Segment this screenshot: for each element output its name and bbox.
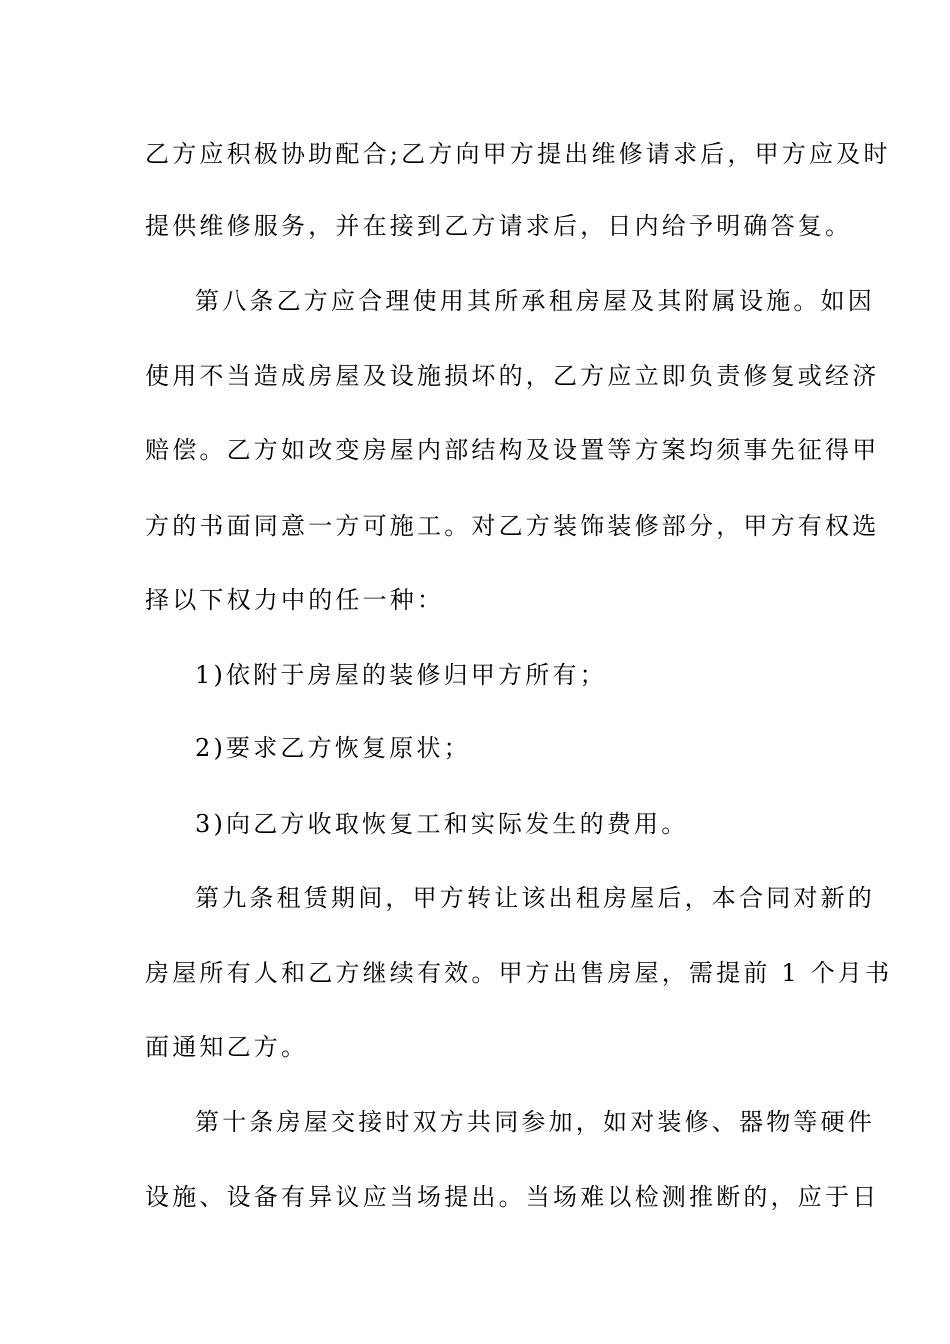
list-item: 1)依附于房屋的装修归甲方所有；	[195, 661, 607, 689]
paragraph-line: 赔偿。乙方如改变房屋内部结构及设置等方案均须事先征得甲	[145, 436, 880, 464]
paragraph-line: 设施、设备有异议应当场提出。当场难以检测推断的，应于日	[145, 1183, 880, 1211]
paragraph-line: 使用不当造成房屋及设施损坏的，乙方应立即负责修复或经济	[145, 362, 880, 390]
paragraph-line: 面通知乙方。	[145, 1033, 309, 1061]
list-item: 3)向乙方收取恢复工和实际发生的费用。	[195, 810, 689, 838]
paragraph-line: 第十条房屋交接时双方共同参加，如对装修、器物等硬件	[195, 1108, 875, 1136]
paragraph-line: 择以下权力中的任一种：	[145, 586, 445, 614]
paragraph-line: 房屋所有人和乙方继续有效。甲方出售房屋，需提前 1 个月书	[145, 959, 893, 987]
paragraph-line: 乙方应积极协助配合;乙方向甲方提出维修请求后，甲方应及时	[145, 140, 891, 168]
paragraph-line: 方的书面同意一方可施工。对乙方装饰装修部分，甲方有权选	[145, 512, 880, 540]
list-item: 2)要求乙方恢复原状；	[195, 734, 471, 762]
paragraph-line: 第九条租赁期间，甲方转让该出租房屋后，本合同对新的	[195, 884, 875, 912]
paragraph-line: 第八条乙方应合理使用其所承租房屋及其附属设施。如因	[195, 287, 875, 315]
paragraph-line: 提供维修服务，并在接到乙方请求后，日内给予明确答复。	[145, 212, 853, 240]
